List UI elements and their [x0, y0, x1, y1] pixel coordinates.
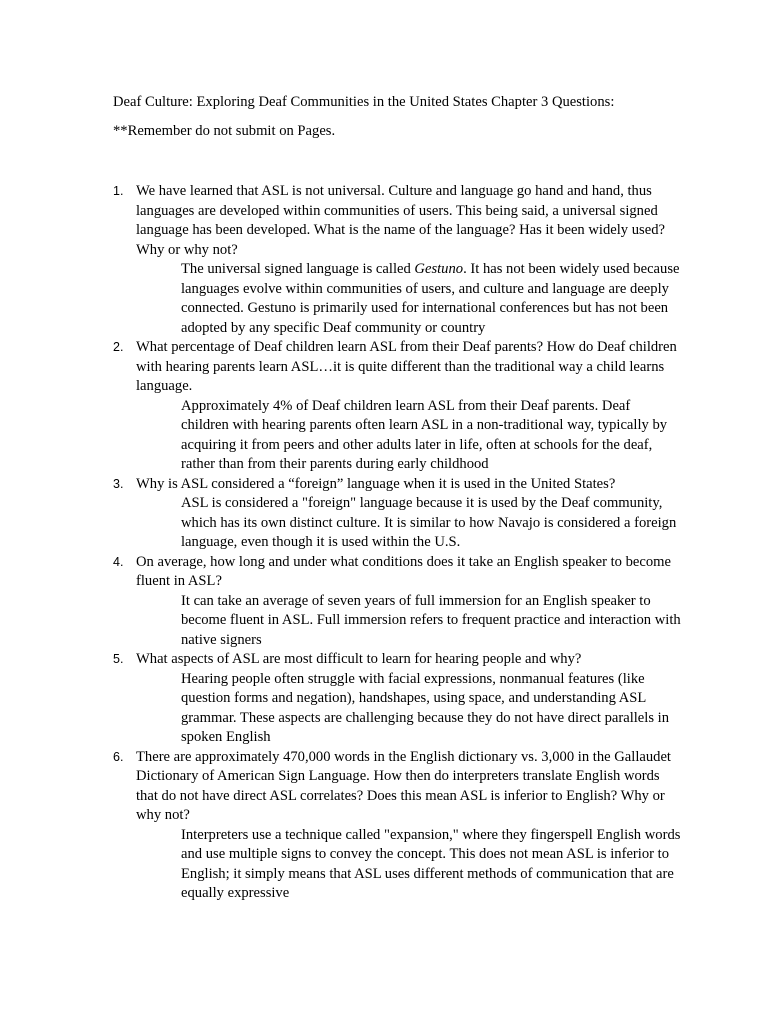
answer-text: Interpreters use a technique called "expansion," where they fingerspell English words and use multiple signs to convey the concept. This does not mean ASL is inferior to English; it simply means that ASL uses different methods of communication that are equally expressive	[181, 826, 681, 901]
answer-text: Hearing people often struggle with facial expressions, nonmanual features (like question forms and negation), handshapes, using space, and understanding ASL grammar. These aspects are challenging because they do not have direct parallels in spoken English	[181, 670, 670, 745]
question-item-4	[113, 553, 683, 651]
question-text: On average, how long and under what conditions does it take an English speaker to become fluent in ASL?	[136, 553, 671, 589]
answer-text: It can take an average of seven years of full immersion for an English speaker to become fluent in ASL. Full immersion refers to frequent practice and interaction with native signers	[181, 592, 681, 648]
question-item-6	[113, 748, 683, 904]
question-item-2	[113, 338, 683, 475]
reminder-note: **Remember do not submit on Pages.	[113, 123, 336, 139]
question-text: Why is ASL considered a “foreign” language when it is used in the United States?	[136, 475, 616, 492]
question-number: 2.	[113, 340, 124, 354]
answer-text: ASL is considered a "foreign" language because it is used by the Deaf community, which has its own distinct culture. It is similar to how Navajo is considered a foreign language, even though it is used within the U.S.	[181, 495, 677, 550]
question-list	[113, 182, 683, 904]
question-text: What percentage of Deaf children learn ASL from their Deaf parents? How do Deaf children with hearing parents learn ASL…it is quite different than the traditional way a child learns language.	[136, 339, 677, 394]
question-item-1	[113, 182, 683, 338]
question-item-3	[113, 475, 683, 553]
question-number: 5.	[113, 652, 124, 666]
answer-text	[181, 260, 681, 338]
question-number: 3.	[113, 476, 124, 491]
question-text: We have learned that ASL is not universal. Culture and language go hand and hand, thus languages are developed within communities of users. This being said, a universal signed language has been developed. What is the name of the language? Has it been widely used? Why or why not?	[136, 183, 665, 258]
question-number: 6.	[113, 749, 124, 764]
document-title: Deaf Culture: Exploring Deaf Communities in the United States Chapter 3 Questions:	[113, 94, 615, 110]
answer-text-end: . It has not been widely used because languages evolve within communities of users, and culture and language are deeply connected. Gestuno is primarily used for international conferences but has not been adopted by any specific Deaf community or country	[181, 261, 680, 336]
question-item-5	[113, 650, 683, 748]
question-text: What aspects of ASL are most difficult to learn for hearing people and why?	[136, 651, 582, 667]
question-number: 4.	[113, 554, 124, 569]
question-number: 1.	[113, 184, 124, 198]
answer-emphasis: Gestuno	[414, 261, 464, 277]
answer-text-start: The universal signed language is called	[181, 261, 415, 277]
answer-text: Approximately 4% of Deaf children learn ASL from their Deaf parents. Deaf children with hearing parents often learn ASL in a non-traditional way, typically by acquiring it from peers and other adults later in life, often at schools for the deaf, rather than from their parents during early childhood	[181, 397, 668, 472]
question-text: There are approximately 470,000 words in the English dictionary vs. 3,000 in the Gallaudet Dictionary of American Sign Language. How then do interpreters translate English words that do not have direct ASL correlates? Does this mean ASL is inferior to English? Why or why not?	[136, 748, 671, 823]
